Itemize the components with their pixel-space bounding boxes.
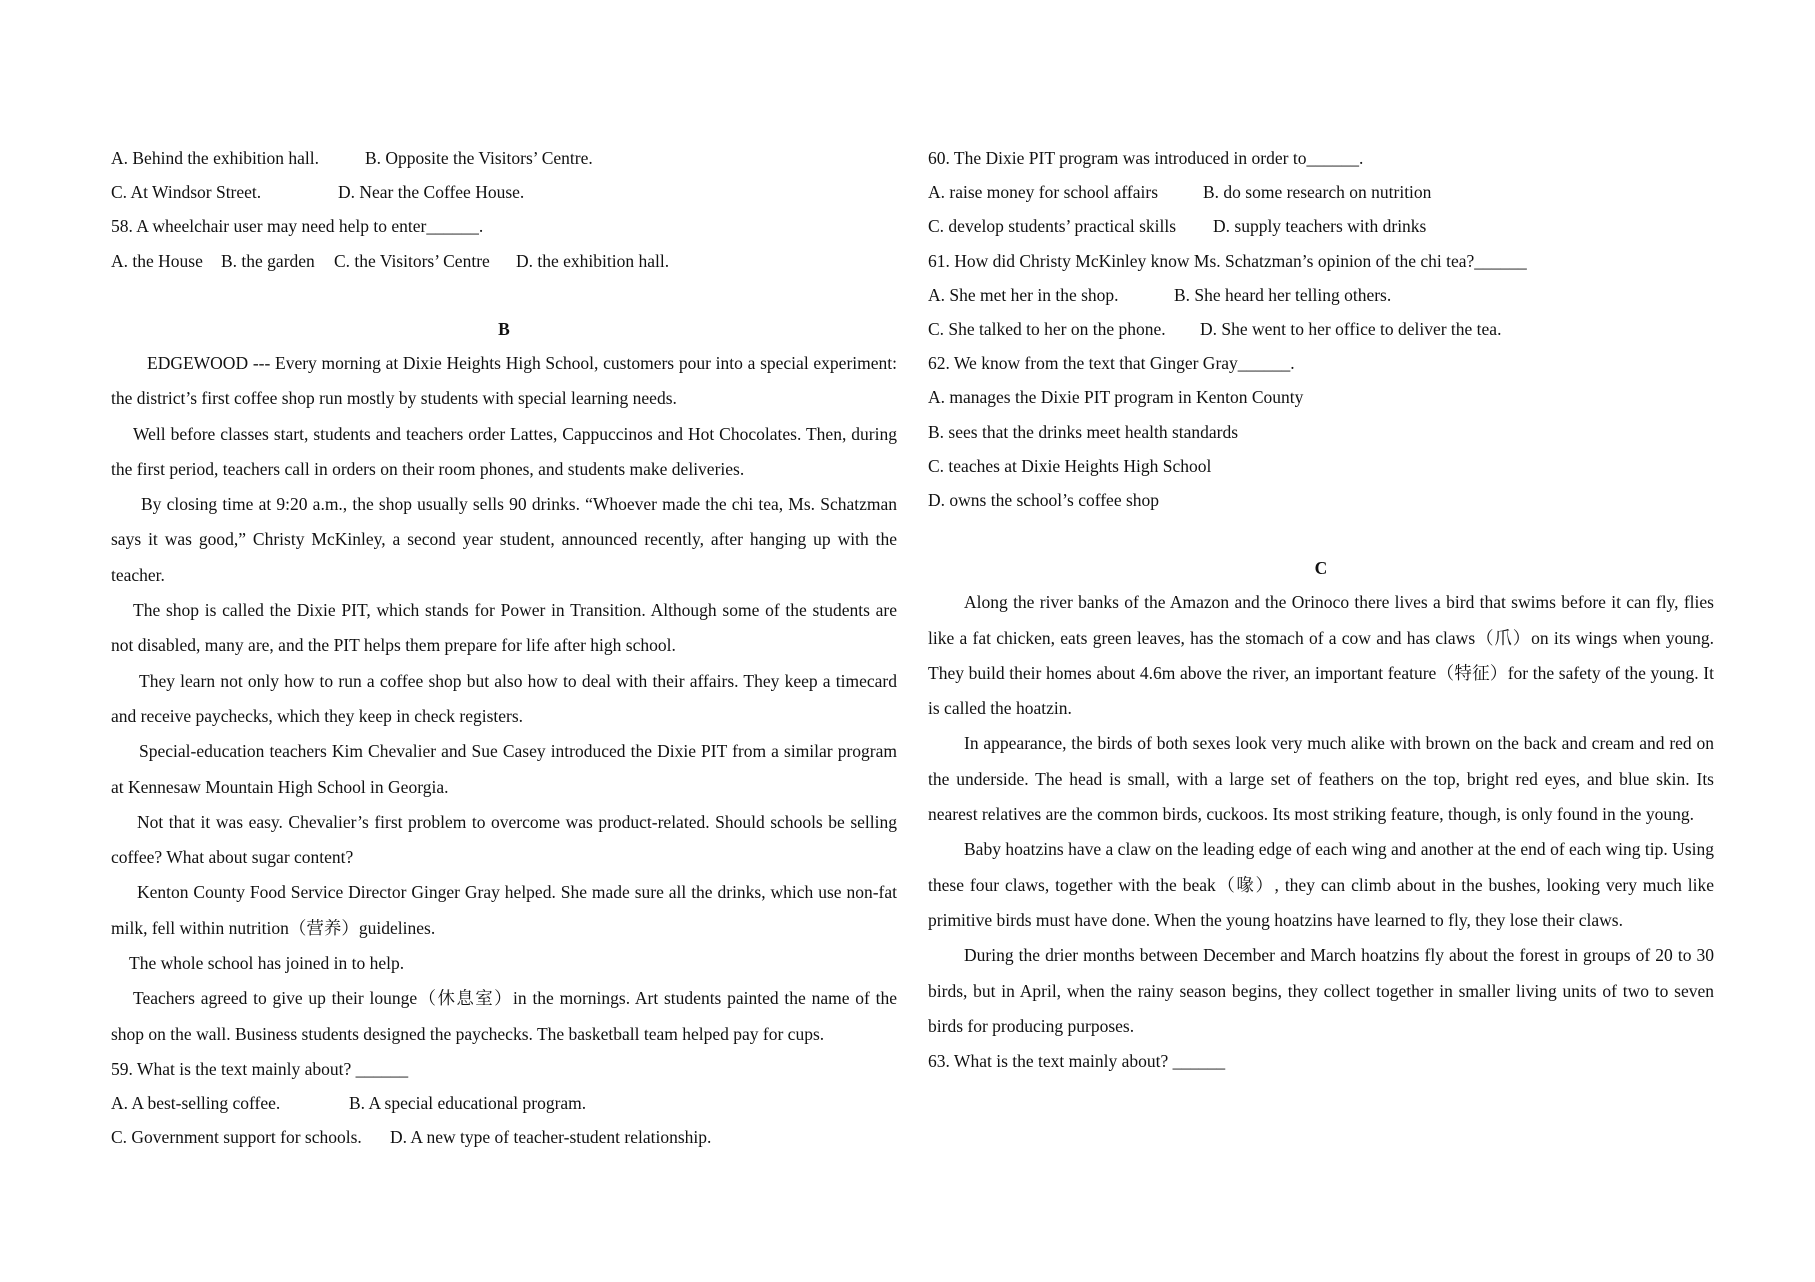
section-c-paragraph: Baby hoatzins have a claw on the leading edge of each wing and another at the end of each wing tip. Using these four claws, together with the beak（喙）, they can climb about in the bushes, looking very much like primitive birds must have done. When the young hoatzins have learned to fly, they lose their claws.: [928, 839, 1714, 930]
q63-question: 63. What is the text mainly about? ______: [928, 1051, 1226, 1072]
q60-options-row-2: [928, 209, 1714, 243]
q58-option-c: C. the Visitors’ Centre: [334, 250, 490, 271]
q60-question: 60. The Dixie PIT program was introduced in order to______.: [928, 148, 1364, 168]
section-b-paragraph: The whole school has joined in to help.: [129, 952, 405, 973]
section-b-paragraph: By closing time at 9:20 a.m., the shop usually sells 90 drinks. “Whoever made the chi tea, Ms. Schatzman says it was good,” Christy McKinley, a second year student, announced recently, after hanging up with the teacher.: [111, 494, 897, 585]
q61-options-row-1: [928, 278, 1714, 312]
section-c-paragraph: In appearance, the birds of both sexes look very much alike with brown on the back and cream and red on the underside. The head is small, with a large set of feathers on the top, bright red eyes, and blue skin. Its nearest relatives are the common birds, cuckoos. Its most striking feature, though, is only found in the young.: [928, 733, 1714, 825]
q57-options-row-2: [111, 175, 897, 209]
section-gap: [111, 278, 897, 312]
section-b-heading: B: [498, 318, 510, 339]
q61-option-d: D. She went to her office to deliver the tea.: [1200, 318, 1502, 339]
q60-option-c: C. develop students’ practical skills: [928, 216, 1177, 237]
q59-option-a: A. A best-selling coffee.: [111, 1093, 281, 1114]
section-b-paragraph: Not that it was easy. Chevalier’s first problem to overcome was product-related. Should schools be selling coffee? What about sugar content?: [111, 811, 897, 868]
section-c-heading: C: [1314, 558, 1328, 579]
q58-question: 58. A wheelchair user may need help to enter______.: [111, 216, 484, 237]
q59-option-d: D. A new type of teacher-student relationship.: [390, 1127, 712, 1148]
q57-option-c: C. At Windsor Street.: [111, 182, 262, 203]
q59-option-b: B. A special educational program.: [349, 1093, 587, 1114]
right-column: [928, 141, 1714, 1078]
q58-option-a: A. the House: [111, 250, 203, 271]
q62-option-a: A. manages the Dixie PIT program in Kenton County: [928, 387, 1304, 408]
q61-option-c: C. She talked to her on the phone.: [928, 318, 1166, 339]
section-c-paragraph: Along the river banks of the Amazon and the Orinoco there lives a bird that swims before it can fly, flies like a fat chicken, eats green leaves, has the stomach of a cow and has claws（爪）on its wings when young. They build their homes about 4.6m above the river, an important feature（特征）for the safety of the young. It is called the hoatzin.: [928, 592, 1714, 719]
q62-option-b: B. sees that the drinks meet health standards: [928, 421, 1239, 442]
section-b-paragraph: EDGEWOOD --- Every morning at Dixie Heights High School, customers pour into a special experiment: the district’s first coffee shop run mostly by students with special learning needs.: [111, 352, 897, 409]
section-b-paragraph: Kenton County Food Service Director Ginger Gray helped. She made sure all the drinks, which use non-fat milk, fell within nutrition（营养）guidelines.: [111, 882, 897, 938]
q62-option-d: D. owns the school’s coffee shop: [928, 489, 1160, 510]
q61-question: 61. How did Christy McKinley know Ms. Schatzman’s opinion of the chi tea?______: [928, 250, 1527, 271]
q61-option-a: A. She met her in the shop.: [928, 284, 1119, 305]
section-b-paragraph: Well before classes start, students and teachers order Lattes, Cappuccinos and Hot Chocolates. Then, during the first period, teachers call in orders on their room phones, and students make deliveries.: [111, 423, 897, 479]
q58-options-row: [111, 244, 897, 278]
q60-option-a: A. raise money for school affairs: [928, 182, 1159, 203]
left-column: [111, 141, 897, 1154]
section-b-paragraph: They learn not only how to run a coffee shop but also how to deal with their affairs. They keep a timecard and receive paychecks, which they keep in check registers.: [111, 670, 897, 726]
q58-option-b: B. the garden: [221, 250, 315, 271]
q57-option-b: B. Opposite the Visitors’ Centre.: [365, 148, 593, 168]
q61-option-b: B. She heard her telling others.: [1174, 284, 1392, 305]
q60-option-d: D. supply teachers with drinks: [1213, 216, 1427, 237]
section-c-paragraph: During the drier months between December and March hoatzins fly about the forest in groups of 20 to 30 birds, but in April, when the rainy season begins, they collect together in smaller living units of two to seven birds for producing purposes.: [928, 945, 1714, 1036]
q59-option-c: C. Government support for schools.: [111, 1127, 362, 1148]
q59-question: 59. What is the text mainly about? ______: [111, 1058, 409, 1079]
q62-option-c: C. teaches at Dixie Heights High School: [928, 455, 1212, 476]
q57-option-d: D. Near the Coffee House.: [338, 182, 525, 203]
q57-option-a: A. Behind the exhibition hall.: [111, 148, 320, 168]
section-b-paragraph: Teachers agreed to give up their lounge（休息室）in the mornings. Art students painted the name of the shop on the wall. Business students designed the paychecks. The basketball team helped pay for cups.: [111, 988, 897, 1044]
q60-option-b: B. do some research on nutrition: [1203, 182, 1432, 203]
section-gap: [928, 517, 1714, 551]
section-b-paragraph: The shop is called the Dixie PIT, which stands for Power in Transition. Although some of the students are not disabled, many are, and the PIT helps them prepare for life after high school.: [111, 600, 897, 656]
q59-options-row-1: [111, 1086, 897, 1120]
q57-options-row-1: [111, 141, 897, 175]
q61-options-row-2: [928, 312, 1714, 346]
q62-question: 62. We know from the text that Ginger Gray______.: [928, 353, 1295, 374]
q59-options-row-2: [111, 1120, 897, 1154]
q60-options-row-1: [928, 175, 1714, 209]
q58-option-d: D. the exhibition hall.: [516, 250, 670, 271]
section-b-paragraph: Special-education teachers Kim Chevalier and Sue Casey introduced the Dixie PIT from a similar program at Kennesaw Mountain High School in Georgia.: [111, 741, 897, 797]
